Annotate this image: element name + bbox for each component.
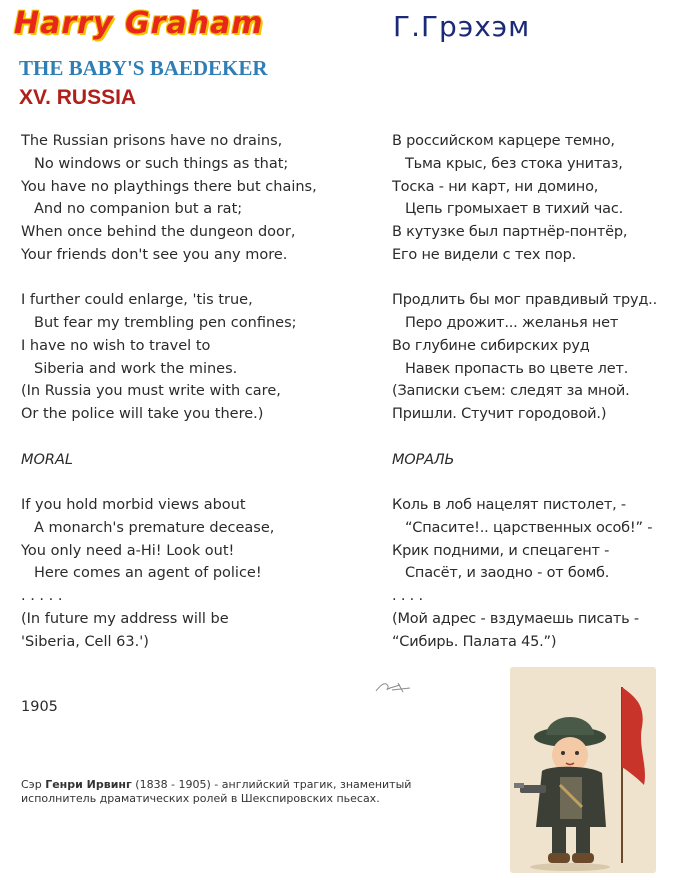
poem-en-line: You have no playthings there but chains, (21, 178, 317, 195)
poem-en-line: (In future my address will be (21, 610, 229, 627)
poem-ru-line: В кутузке был партнёр-понтёр, (392, 224, 628, 240)
poem-ru-line: Его не видели с тех пор. (392, 246, 576, 263)
poem-ru-line: . . . . (392, 588, 423, 604)
boy-with-red-flag-illustration (510, 667, 656, 873)
poem-en-line: Here comes an agent of police! (34, 565, 262, 582)
poem-ru-stanza-break (392, 267, 679, 290)
poem-en-line: A monarch's premature decease, (34, 519, 275, 536)
poem-ru-line: Навек пропасть во цвете лет. (405, 360, 629, 377)
poem-ru-line: (Записки съем: следят за мной. (392, 383, 630, 400)
poem-ru-line: Во глубине сибирских руд (392, 337, 590, 354)
poem-en-line: I have no wish to travel to (21, 337, 211, 354)
poem-en-line: And no companion but a rat; (34, 201, 243, 218)
footnote-name: Генри Ирвинг (45, 778, 132, 791)
footnote (21, 778, 451, 806)
poem-en-line: Siberia and work the mines. (34, 360, 238, 377)
poem-ru-stanza-break (392, 426, 679, 449)
poem-ru-line: (Мой адрес - вздумаешь писать - (392, 610, 639, 627)
poem-en-line: (In Russia you must write with care, (21, 383, 281, 400)
poem-ru-moral-heading: МОРАЛЬ (392, 451, 455, 468)
poem-en-line: The Russian prisons have no drains, (21, 133, 283, 149)
author-name-russian: Г.Грэхэм (393, 10, 531, 43)
poem-ru-line: В российском карцере темно, (392, 133, 615, 149)
poem-ru-line: Пришли. Стучит городовой.) (392, 406, 607, 422)
poem-en-line: 'Siberia, Cell 63.') (21, 633, 149, 650)
poem-ru-stanza-break (392, 471, 679, 494)
poem-en-line: But fear my trembling pen confines; (34, 315, 297, 331)
poem-en-line: Or the police will take you there.) (21, 406, 264, 422)
footnote-prefix: Сэр (21, 778, 46, 791)
poem-ru-line: Крик подними, и спецагент - (392, 542, 610, 559)
poem-ru-line: Продлить бы мог правдивый труд.. (392, 292, 658, 309)
poem-en-stanza-break (21, 426, 376, 449)
poem-ru-line: Тьма крыс, без стока унитаз, (405, 155, 623, 172)
author-name-english: Harry Graham (14, 6, 264, 41)
poem-en-line: No windows or such things as that; (34, 155, 289, 172)
poem-russian (392, 130, 679, 653)
book-title: THE BABY'S BAEDEKER (19, 56, 268, 80)
poem-english (21, 130, 376, 653)
poem-en-line: When once behind the dungeon door, (21, 224, 296, 240)
poem-en-stanza-break (21, 471, 376, 494)
poem-ru-line: Тоска - ни карт, ни домино, (392, 178, 599, 195)
signature-scribble (370, 674, 418, 698)
poem-en-line: You only need a-Hi! Look out! (21, 542, 235, 559)
poem-en-line: . . . . . (21, 588, 63, 604)
poem-en-line: Your friends don't see you any more. (21, 246, 288, 263)
poem-en-stanza-break (21, 267, 376, 290)
poem-ru-line: Цепь громыхает в тихий час. (405, 201, 624, 218)
poem-en-line: I further could enlarge, 'tis true, (21, 292, 253, 309)
poem-en-moral-heading: MORAL (21, 451, 73, 468)
poem-ru-line: Коль в лоб нацелят пистолет, - (392, 497, 626, 513)
poem-year: 1905 (21, 699, 58, 715)
section-title: XV. RUSSIA (19, 86, 137, 109)
poem-ru-line: Перо дрожит... желанья нет (405, 315, 619, 331)
poem-en-line: If you hold morbid views about (21, 497, 246, 513)
poem-ru-line: “Спасите!.. царственных особ!” - (405, 519, 653, 536)
poem-ru-line: “Сибирь. Палата 45.”) (392, 633, 557, 650)
footnote-text: (1838 - 1905) - английский трагик, знаменитый исполнитель драматических ролей в Шекспировских пьесах. (21, 778, 412, 805)
poem-ru-line: Спасёт, и заодно - от бомб. (405, 565, 610, 582)
